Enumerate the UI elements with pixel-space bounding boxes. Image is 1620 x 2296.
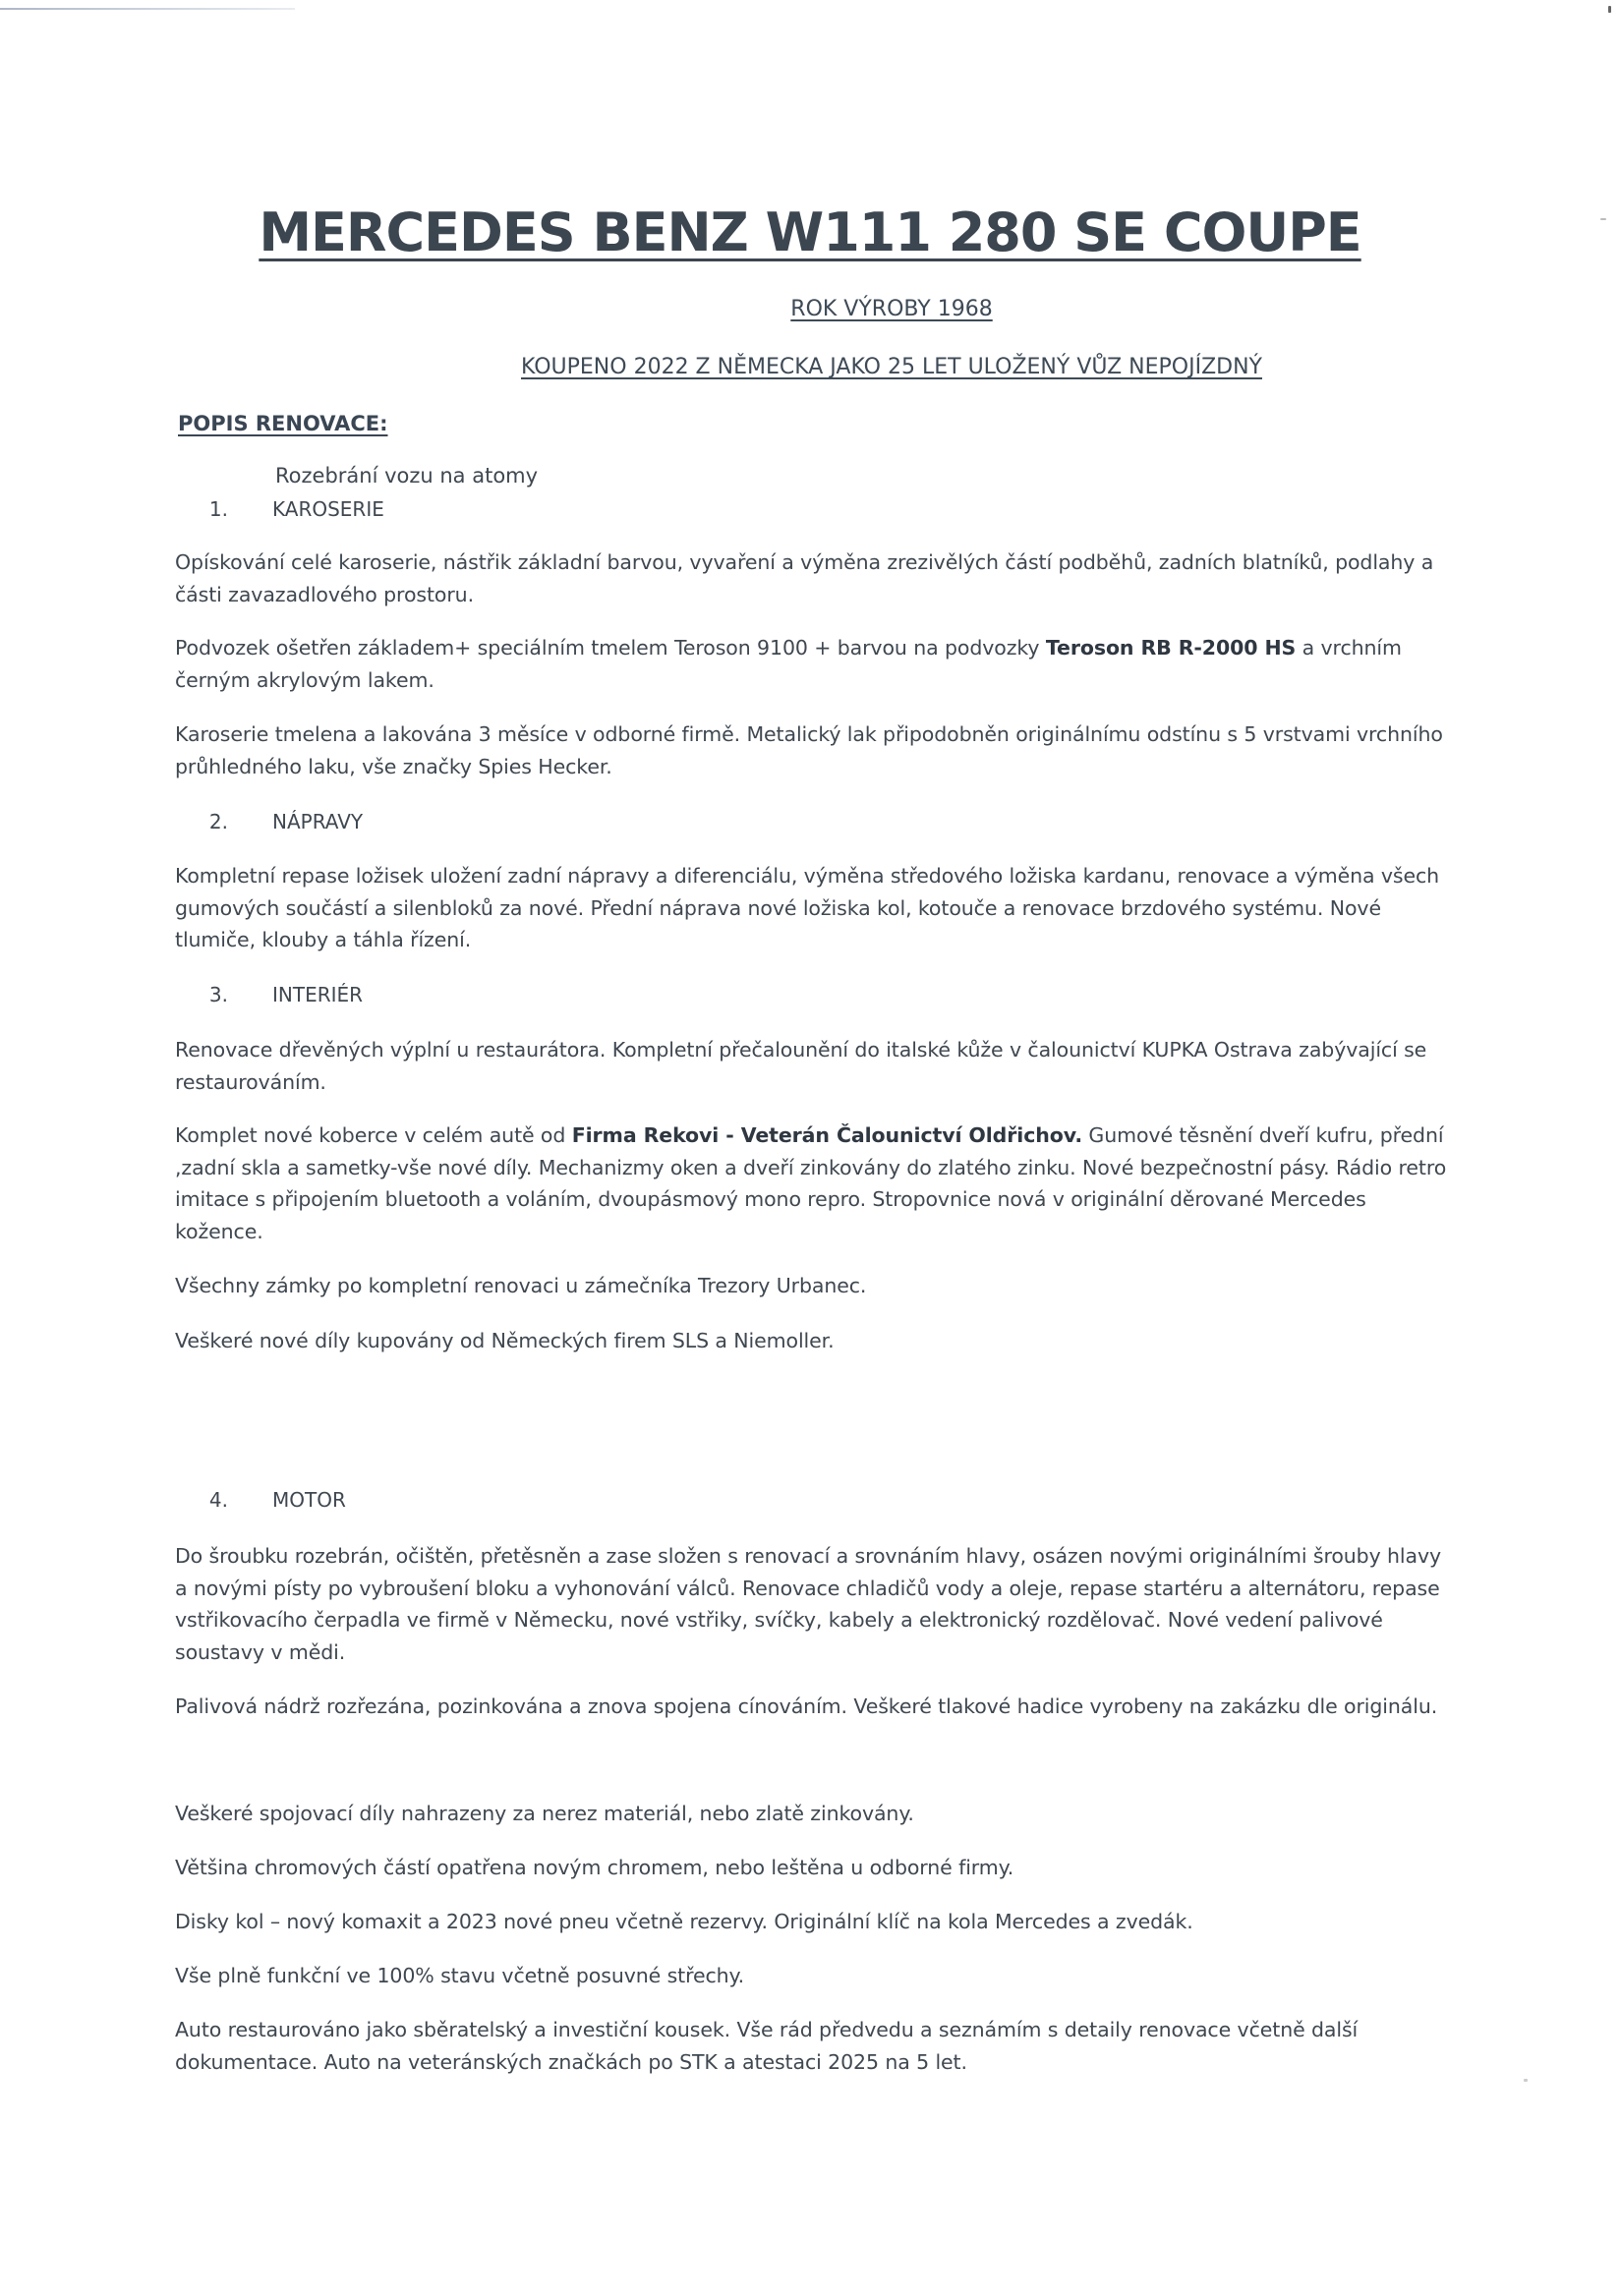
paragraph: Do šroubku rozebrán, očištěn, přetěsněn a zase složen s renovací a srovnáním hlavy, osázen novými originálními šrouby hlavy a novými písty po vybroušení bloku a vyhonování válců. Renovace chladičů vody a oleje, repase startéru a alternátoru, repase vstřikovacího čerpadla ve firmě v Německu, nové vstřiky, svíčky, kabely a elektronický rozdělovač. Nové vedení palivové soustavy v mědi. [175, 1544, 1442, 1664]
closing-note: Auto restaurováno jako sběratelský a investiční kousek. Vše rád předvedu a seznámím s detaily renovace včetně další dokumentace. Auto na veteránských značkách po STK a atestaci 2025 na 5 let. [175, 2018, 1359, 2074]
paragraph: Všechny zámky po kompletní renovaci u zámečníka Trezory Urbanec. [175, 1274, 867, 1297]
paragraph: Palivová nádrž rozřezána, pozinkována a znova spojena cínováním. Veškeré tlakové hadice vyrobeny na zakázku dle originálu. [175, 1694, 1438, 1718]
paragraph: Karoserie tmelena a lakována 3 měsíce v odborné firmě. Metalický lak připodobněn originálnímu odstínu s 5 vrstvami vrchního průhledného laku, vše značky Spies Hecker. [175, 722, 1443, 778]
scan-edge-line [0, 8, 295, 10]
closing-note: Vše plně funkční ve 100% stavu včetně posuvné střechy. [175, 1964, 745, 1987]
production-year: ROK VÝROBY 1968 [790, 297, 993, 321]
renovation-heading: POPIS RENOVACE: [178, 412, 388, 435]
section-number: 4. [208, 1488, 228, 1512]
section-number: 2. [208, 810, 228, 833]
document-title: MERCEDES BENZ W111 280 SE COUPE [259, 201, 1361, 263]
paragraph: Renovace dřevěných výplní u restaurátora. Kompletní přečalounění do italské kůže v čalounictví KUPKA Ostrava zabývající se restaurováním. [175, 1038, 1427, 1094]
section-label: KAROSERIE [272, 497, 384, 521]
section-label: INTERIÉR [272, 983, 364, 1006]
paragraph: Komplet nové koberce v celém autě od Firma Rekovi - Veterán Čalounictví Oldřichov. Gumové těsnění dveří kufru, přední ,zadní skla a sametky-vše nové díly. Mechanizmy oken a dveří zinkovány do zlatého zinku. Nové bezpečnostní pásy. Rádio retro imitace s připojením bluetooth a voláním, dvoupásmový mono repro. Stropovnice nová v originální děrované Mercedes kožence. [175, 1123, 1447, 1243]
scan-speck [1524, 2079, 1528, 2082]
bold-company-name: Firma Rekovi - Veterán Čalounictví Oldřichov. [571, 1123, 1083, 1147]
section-number: 3. [208, 983, 228, 1006]
paragraph: Opískování celé karoserie, nástřik základní barvou, vyvaření a výměna zrezivělých částí podběhů, zadních blatníků, podlahy a části zavazadlového prostoru. [175, 550, 1434, 606]
closing-note: Většina chromových částí opatřena novým chromem, nebo leštěna u odborné firmy. [175, 1856, 1014, 1879]
paragraph: Veškeré nové díly kupovány od Německých firem SLS a Niemoller. [175, 1329, 835, 1352]
intro-line: Rozebrání vozu na atomy [275, 464, 539, 488]
purchase-note: KOUPENO 2022 Z NĚMECKA JAKO 25 LET ULOŽENÝ VŮZ NEPOJÍZDNÝ [521, 355, 1262, 379]
closing-note: Veškeré spojovací díly nahrazeny za nerez materiál, nebo zlatě zinkovány. [175, 1802, 914, 1825]
scan-speck [1608, 6, 1611, 13]
closing-note: Disky kol – nový komaxit a 2023 nové pneu včetně rezervy. Originální klíč na kola Mercedes a zvedák. [175, 1910, 1193, 1933]
section-label: MOTOR [272, 1488, 346, 1512]
bold-product-name: Teroson RB R-2000 HS [1045, 636, 1297, 660]
section-number: 1. [208, 497, 228, 521]
section-label: NÁPRAVY [272, 810, 364, 833]
paragraph: Kompletní repase ložisek uložení zadní nápravy a diferenciálu, výměna středového ložiska kardanu, renovace a výměna všech gumových součástí a silenbloků za nové. Přední náprava nové ložiska kol, kotouče a renovace brzdového systému. Nové tlumiče, klouby a táhla řízení. [175, 864, 1440, 951]
paragraph: Podvozek ošetřen základem+ speciálním tmelem Teroson 9100 + barvou na podvozky Teroson RB R-2000 HS a vrchním černým akrylovým lakem. [175, 636, 1402, 692]
